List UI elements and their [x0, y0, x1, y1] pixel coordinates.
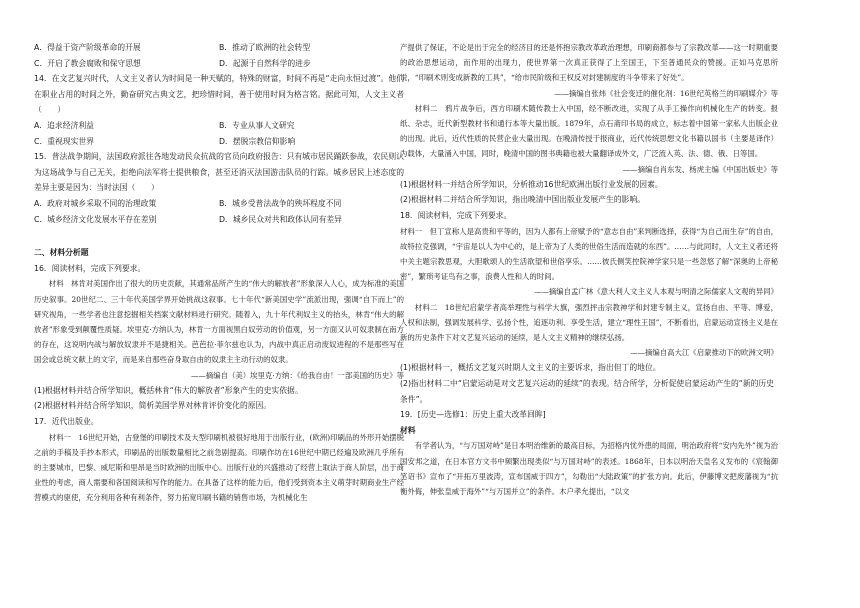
q15-option-d: D．城乡民众对共和政体认同有差异 [219, 214, 342, 224]
q16-material: 材料 林肯对美国作出了很大的历史贡献，其通常品所产生的“伟大的解放者”形象深入人心，成为标准的美国历史叙事。20世纪二、三十年代美国学界开始挑战这叙事。七十年代“新美国史学”流派出现，强调“自下而上”的研究视角，一些学者也注意挖掘相关档案文献材料进行研究。随着入，九十年代利奴主义的抬头，林肯“伟大的解放者”形象受到颠覆性质疑。埃里克·方纳认为，林肯一方面视黑白奴劳动的价值观，另一方面又认可奴隶制在南方的存在，这说明内战与解放奴隶并不是捷相关。芭芭拉·菲尔兹也认为，内战中真正启动废奴进程的不是那些写在国会或总统文献上的文字，而是来自那些奋身取自由的奴隶主主动行动的奴隶。 [34, 279, 404, 365]
q13-option-c: C．开启了教会腐败和保守思想 [34, 58, 141, 68]
q14-options-row1 [34, 118, 404, 134]
q17-title: 17．近代出版业。 [34, 416, 99, 426]
q16-source: ——摘编自（美）埃里克·方纳：《给我自由！一部美国的历史》等 [191, 370, 404, 380]
section-heading: 二、材料分析题 [34, 248, 89, 258]
q13-options-row2 [34, 56, 404, 72]
q17-task-1: (1)根据材料一并结合所学知识，分析推动16世纪欧洲出版行业发展的因素。 [400, 179, 663, 189]
q14-option-a: A．追求经济利益 [34, 120, 94, 130]
q17-material-1: 材料一 16世纪开始，古登堡的印刷技术及大型印刷机被很好地用于出版行业，(欧洲)印刷品的外形开始摆脱之前的手稿及手抄本形式，印刷品的出版数量相比之前急剧提高。印刷作坊在16世纪中期已经遍及欧洲几乎所有的主要城市，巴黎、威尼斯和里昂是当时欧洲的出版中心。出版行业的兴盛推动了经营上取法于商人阶层，出于商业性的考虑，商人需要和各国阅读和写作的能力。在具备了这样的能力后，他们受到资本主义萌芽时期商业生产经营模式的驱使，充分利用各种有利条件，努力拓宽印刷书籍的销售市场，为机械化生 [34, 432, 404, 503]
q16-task-1: (1)根据材料并结合所学知识，概括林肯“伟大的解放者”形象产生的史实依据。 [34, 385, 303, 395]
right-column [400, 40, 778, 499]
q13-options-row1 [34, 40, 404, 56]
q13-option-b: B．推动了欧洲的社会转型 [219, 43, 311, 52]
q17-material-2: 材料二 鸦片战争后，西方印刷术随传教士入中国，经不断改进，实现了从手工操作向机械化生产的转变。报纸、杂志，近代新型教材书和通行本等大量出版。1879年，点石斋印书局的成立，标志着中国第一家私人出版企业的出现。此后，近代性质的民营企业大量出现。在晚清传授于报商业，近代传统思想文化书籍以国书（主要是译作）为载体，大量涌入中国，同时，晚清中国的图书典籍也被大量翻译成外文，广泛流入英、法、德、俄、日等国。 [400, 103, 778, 159]
q19-material: 有学者认为，“与万国对峙”是日本明治维新的最高目标，为招格内忧外患的局面，明治政府将“安内先外”视为治国安邦之道，在日本官方文书中频繁出现类似“与万国对峙”的表述。1868年，日本以明治天皇名义发布的《宸翰御笔诏书》宣布了“开拓万里波涛，宣布国威于四方”，勾勒出“大陆政策”的扩张方向。此后，伊藤博文把废藩视为“抗衡外侮，伸张皇威于海外”“与万国并立”的条件。木户孝允提出，“以文 [400, 441, 778, 497]
q15-option-a: A．政府对城乡采取不同的治理政策 [34, 198, 157, 208]
q13-option-d: D．起源于自然科学的进步 [219, 58, 311, 68]
q17-source-2: ——摘编自肖东发、杨虎主编《中国出版史》等 [622, 164, 778, 174]
q14-stem: 14．在文艺复兴时代，人文主义者认为时间是一种天赋的，特殊的财富，时间不再是“走向永恒过渡”。他们在职业占用的时间之外，勤奋研究古典文艺，把珍惜时间，善于使用时间为格言铭。据此可知，人文主义者（ ） [34, 74, 404, 115]
q14-option-c: C．重视现实世界 [34, 136, 95, 146]
q16-title: 16．阅读材料，完成下列要求。 [34, 263, 146, 273]
left-column [34, 40, 404, 506]
q14-option-d: D．摆脱宗教信仰影响 [219, 136, 296, 146]
q15-options-row1 [34, 196, 404, 212]
q19-title: 19．[历史—选修1：历史上重大改革回眸] [400, 410, 546, 420]
q13-option-a: A．得益于资产阶级革命的开展 [34, 43, 141, 52]
q14-option-b: B．专业从事人文研究 [219, 120, 295, 130]
q17-material-1-continued: 产提供了保证，不论是出于完全的经济目的还是怀抱宗教改革政治理想，印刷商都参与了宗教改革——这一时期重要的政治思想运动，而作用的出现力，使世界第一次真正获得了上至国王，下至普通民众的赞援。正如马克思所说，“印刷术则变成新教的工具”，“给市民阶级和王权反对封建制度的斗争带来了好处”。 [400, 43, 778, 83]
q19-material-label: 材料 [400, 425, 416, 435]
q15-options-row2 [34, 212, 404, 228]
q17-task-2: (2)根据材料二并结合所学知识，指出晚清中国出版业发展产生的影响。 [400, 195, 645, 205]
q18-title: 18．阅读材料，完成下列要求。 [400, 211, 512, 221]
q18-task-1: (1)根据材料一，概括文艺复兴时期人文主义的主要诉求，指出但丁的地位。 [400, 363, 661, 373]
q17-source-1: ——摘编自张炜《社会变迁的催化剂：16世纪英格兰的印刷媒介》等 [554, 88, 778, 98]
q15-option-b: B．城乡受普法战争的殃坏程度不同 [219, 198, 342, 208]
q18-source-2: ——摘编自高大江《启蒙推动下的欧洲文明》 [630, 348, 778, 358]
q18-task-2: (2)指出材料二中“启蒙运动是对文艺复兴运动的延续”的表现。结合所学，分析促使启蒙运动产生的“新的历史条件”。 [400, 379, 775, 404]
q15-option-c: C．城乡经济文化发展水平存在差别 [34, 214, 157, 224]
q18-material-2: 材料二 18世纪启蒙学者高举理性与科学大旗，强烈抨击宗教神学和封建专制主义，宣扬自由、平等、博爱，人权和法制，强调发展科学、弘扬个性，追逐功利、享受生活，建立“理性王国”，不断看出，启蒙运动宣扬主义是在新的历史条件下对文艺复兴运动的延续，是人文主义精神的继续弘扬。 [400, 302, 778, 343]
q18-material-1: 材料一 但丁宣称人是高贵和平等的，因为人都有上帝赋予的“意志自由”来判断选择，获得“为自己而生存”的自由，故特拉克强调，“宇宙是以人为中心的，是上帝为了人类的世俗生活而造就的东西”。……与此同时，人文主义者还将中关主题宗教思观，大胆歌颂人的生活欲望和世俗享乐。……彼氏侧笑控院神学家只是一些忽悠了解“深奥的上帝秘密”，繁琐考证鸟有之事，浪费人性和人的时间。 [400, 226, 778, 282]
q14-options-row2 [34, 134, 404, 150]
q18-source-1: ——摘编自孟广林《意大利人文主义人本观与明清之际儒家人文观的异同》 [534, 287, 778, 297]
q15-stem: 15．普法战争期间，法国政府派往各地发动民众抗战的官员向政府报告：只有城市居民踊跃参战，农民则认为这场战争与自己无关，拒绝向法军将士提供粮食，甚至还消灭法国游击队员的行踪。城乡居民上述态度的差异主要是因为：当时法国（ ） [34, 152, 404, 193]
q16-task-2: (2)根据材料并结合所学知识，简析美国学界对林肯评价变化的原因。 [34, 401, 272, 411]
